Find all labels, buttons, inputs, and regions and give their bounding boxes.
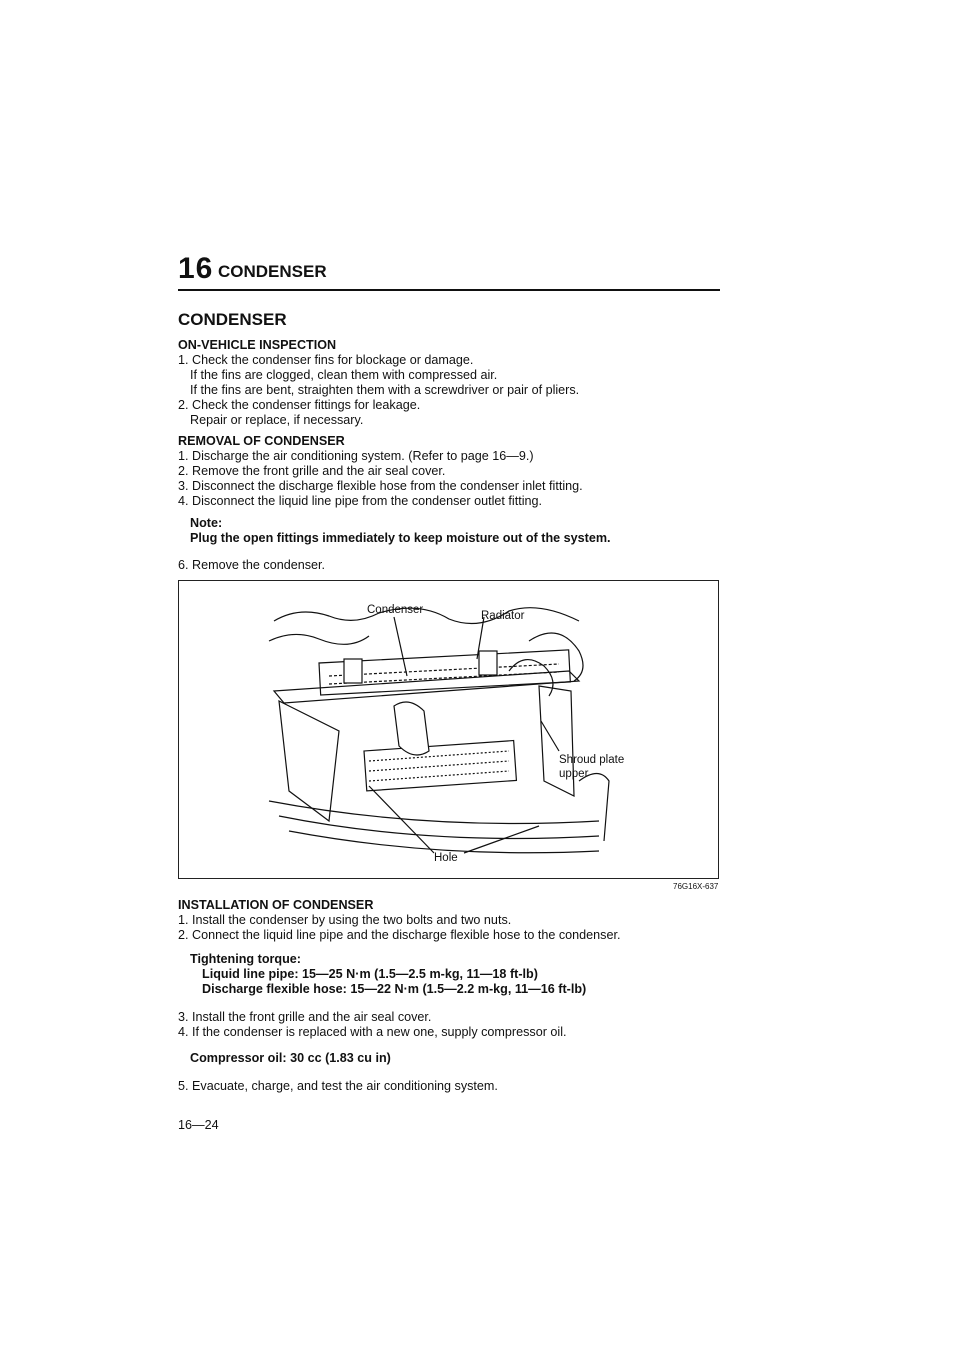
- note-text: Plug the open fittings immediately to keep moisture out of the system.: [190, 531, 611, 545]
- removal-note: [190, 516, 611, 546]
- torque-line: Liquid line pipe: 15—25 N·m (1.5—2.5 m-kg, 11—18 ft-lb): [202, 967, 538, 981]
- torque-label: Tightening torque:: [190, 952, 301, 966]
- installation-block-2: [178, 1010, 738, 1040]
- installation-step: 4. If the condenser is replaced with a new one, supply compressor oil.: [178, 1025, 567, 1039]
- installation-step: 2. Connect the liquid line pipe and the discharge flexible hose to the condenser.: [178, 928, 621, 942]
- installation-step: 3. Install the front grille and the air seal cover.: [178, 1010, 432, 1024]
- removal-heading: REMOVAL OF CONDENSER: [178, 434, 345, 448]
- condenser-illustration: [179, 581, 718, 878]
- removal-step-6: 6. Remove the condenser.: [178, 558, 326, 572]
- label-shroud-plate: Shroud plate: [559, 754, 625, 766]
- note-label: Note:: [190, 516, 223, 530]
- inspection-line: If the fins are bent, straighten them with a screwdriver or pair of pliers.: [190, 383, 580, 397]
- inspection-line: Repair or replace, if necessary.: [190, 413, 364, 427]
- torque-spec: [190, 952, 586, 997]
- removal-step: 4. Disconnect the liquid line pipe from the condenser outlet fitting.: [178, 494, 543, 508]
- removal-step: 2. Remove the front grille and the air seal cover.: [178, 464, 446, 478]
- inspection-line: 1. Check the condenser fins for blockage or damage.: [178, 353, 474, 367]
- removal-step: 3. Disconnect the discharge flexible hose from the condenser inlet fitting.: [178, 479, 583, 493]
- torque-line: Discharge flexible hose: 15—22 N·m (1.5—2.2 m-kg, 11—16 ft-lb): [202, 982, 587, 996]
- label-condenser: Condenser: [367, 604, 424, 616]
- removal-step: 1. Discharge the air conditioning system. (Refer to page 16—9.): [178, 449, 534, 463]
- inspection-heading: ON-VEHICLE INSPECTION: [178, 338, 337, 352]
- header-rule: [178, 289, 720, 291]
- removal-block: [178, 434, 738, 509]
- figure-code: 76G16X-637: [673, 882, 719, 891]
- installation-block: [178, 898, 738, 943]
- chapter-title: CONDENSER: [218, 262, 327, 281]
- condenser-figure: [178, 580, 719, 879]
- inspection-block: [178, 338, 738, 428]
- compressor-oil-spec: Compressor oil: 30 cc (1.83 cu in): [190, 1051, 391, 1065]
- inspection-line: 2. Check the condenser fittings for leakage.: [178, 398, 421, 412]
- page-number: 16—24: [178, 1118, 219, 1132]
- label-shroud-upper: upper: [559, 768, 589, 780]
- installation-step: 1. Install the condenser by using the two bolts and two nuts.: [178, 913, 512, 927]
- label-radiator: Radiator: [481, 610, 525, 622]
- section-title: CONDENSER: [178, 310, 287, 329]
- installation-heading: INSTALLATION OF CONDENSER: [178, 898, 374, 912]
- label-hole: Hole: [434, 852, 458, 864]
- chapter-number: 16: [178, 252, 214, 285]
- inspection-line: If the fins are clogged, clean them with compressed air.: [190, 368, 498, 382]
- installation-step-5: 5. Evacuate, charge, and test the air conditioning system.: [178, 1079, 498, 1093]
